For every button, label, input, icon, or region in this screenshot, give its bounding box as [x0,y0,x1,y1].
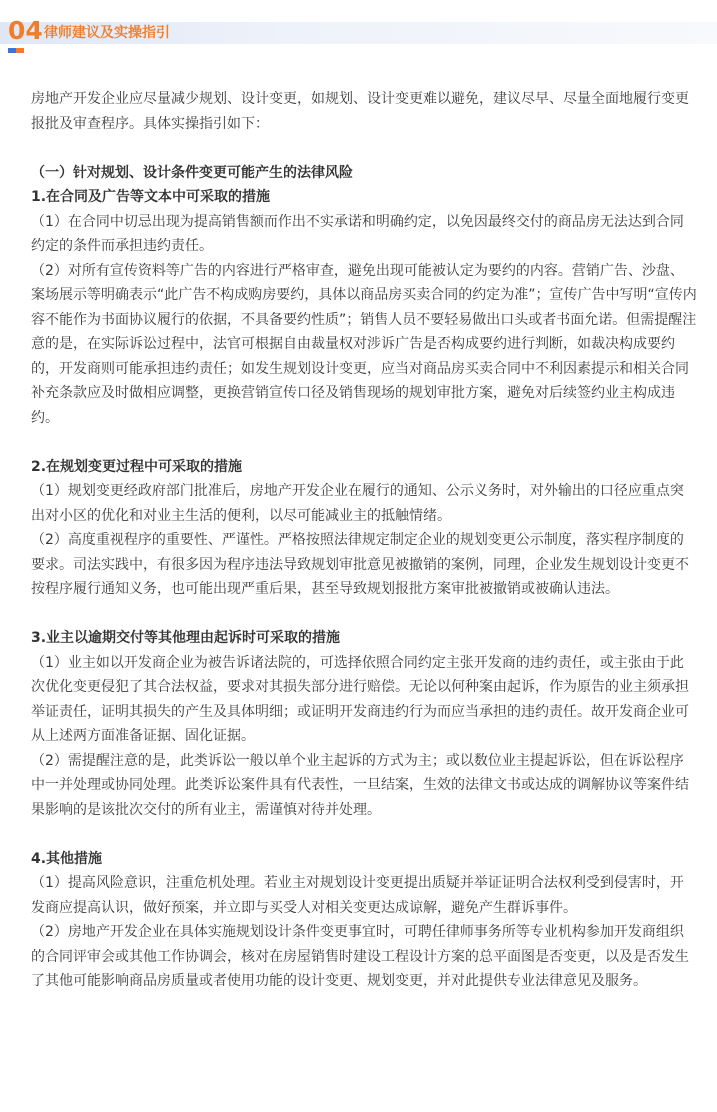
measure-1-paragraph-2: （2）对所有宣传资料等广告的内容进行严格审查，避免出现可能被认定为要约的内容。营销广告、沙盘、案场展示等明确表示“此广告不构成购房要约，具体以商品房买卖合同的约定为准”；宣传广告中写明“宣传内容不能作为书面协议履行的依据，不具备要约性质”；销售人员不要轻易做出口头或者书面允诺。但需提醒注意的是，在实际诉讼过程中，法官可根据自由裁量权对涉诉广告是否构成要约进行判断，如裁决构成要约的，开发商则可能承担违约责任；如发生规划设计变更，应当对商品房买卖合同中不利因素提示和相关合同补充条款应及时做相应调整，更换营销宣传口径及销售现场的规划审批方案，避免对后续签约业主构成违约。 [31,262,697,426]
measure-heading-1: 1.在合同及广告等文本中可采取的措施 [31,189,271,205]
measure-4-paragraph-2: （2）房地产开发企业在具体实施规划设计条件变更事宜时，可聘任律师事务所等专业机构参加开发商组织的合同评审会或其他工作协调会，核对在房屋销售时建设工程设计方案的总平面图是否变更，以及是否发生了其他可能影响商品房质量或者使用功能的设计变更、规划变更，并对此提供专业法律意见及服务。 [31,924,689,989]
risk-section-title: （一）针对规划、设计条件变更可能产生的法律风险 [31,164,353,181]
measure-2-paragraph-1: （1）规划变更经政府部门批准后，房地产开发企业在履行的通知、公示义务时，对外输出的口径应重点突出对小区的优化和对业主生活的便利，以尽可能减业主的抵触情绪。 [31,483,684,524]
measure-3-paragraph-2: （2）需提醒注意的是，此类诉讼一般以单个业主起诉的方式为主；或以数位业主提起诉讼，但在诉讼程序中一并处理或协同处理。此类诉讼案件具有代表性，一旦结案，生效的法律文书或达成的调解协议等案件结果影响的是该批次交付的所有业主，需谨慎对待并处理。 [31,752,689,818]
measure-2-paragraph-2: （2）高度重视程序的重要性、严谨性。严格按照法律规定制定企业的规划变更公示制度，落实程序制度的要求。司法实践中，有很多因为程序违法导致规划审批意见被撤销的案例，同理，企业发生规划设计变更不按程序履行通知义务，也可能出现严重后果，甚至导致规划报批方案审批被撤销或被确认违法。 [31,532,689,597]
section-header [0,0,717,58]
measure-3-paragraph-1: （1）业主如以开发商企业为被告诉诸法院的，可选择依照合同约定主张开发商的违约责任，或主张由于此次优化变更侵犯了其合法权益，要求对其损失部分进行赔偿。无论以何种案由起诉，作为原告的业主须承担举证责任，证明其损失的产生及具体明细；或证明开发商违约行为而应当承担的违约责任。故开发商企业可从上述两方面准备证据、固化证据。 [31,654,689,744]
measure-heading-3: 3.业主以逾期交付等其他理由起诉时可采取的措施 [31,630,341,646]
measure-heading-2: 2.在规划变更过程中可采取的措施 [31,458,243,475]
measure-4-paragraph-1: （1）提高风险意识，注重危机处理。若业主对规划设计变更提出质疑并举证证明合法权利受到侵害时，开发商应提高认识，做好预案，并立即与买受人对相关变更达成谅解，避免产生群诉事件。 [31,875,684,916]
article-body [31,87,697,994]
accent-bar-blue [8,48,16,53]
accent-bar-orange [16,48,24,53]
section-number: 04 [8,16,43,45]
section-title: 律师建议及实操指引 [44,25,170,41]
measure-1-paragraph-1: （1）在合同中切忌出现为提高销售额而作出不实承诺和明确约定，以免因最终交付的商品房无法达到合同约定的条件而承担违约责任。 [31,213,684,254]
measure-heading-4: 4.其他措施 [31,850,103,867]
intro-paragraph: 房地产开发企业应尽量减少规划、设计变更，如规划、设计变更难以避免，建议尽早、尽量全面地履行变更报批及审查程序。具体实操指引如下： [31,91,689,132]
